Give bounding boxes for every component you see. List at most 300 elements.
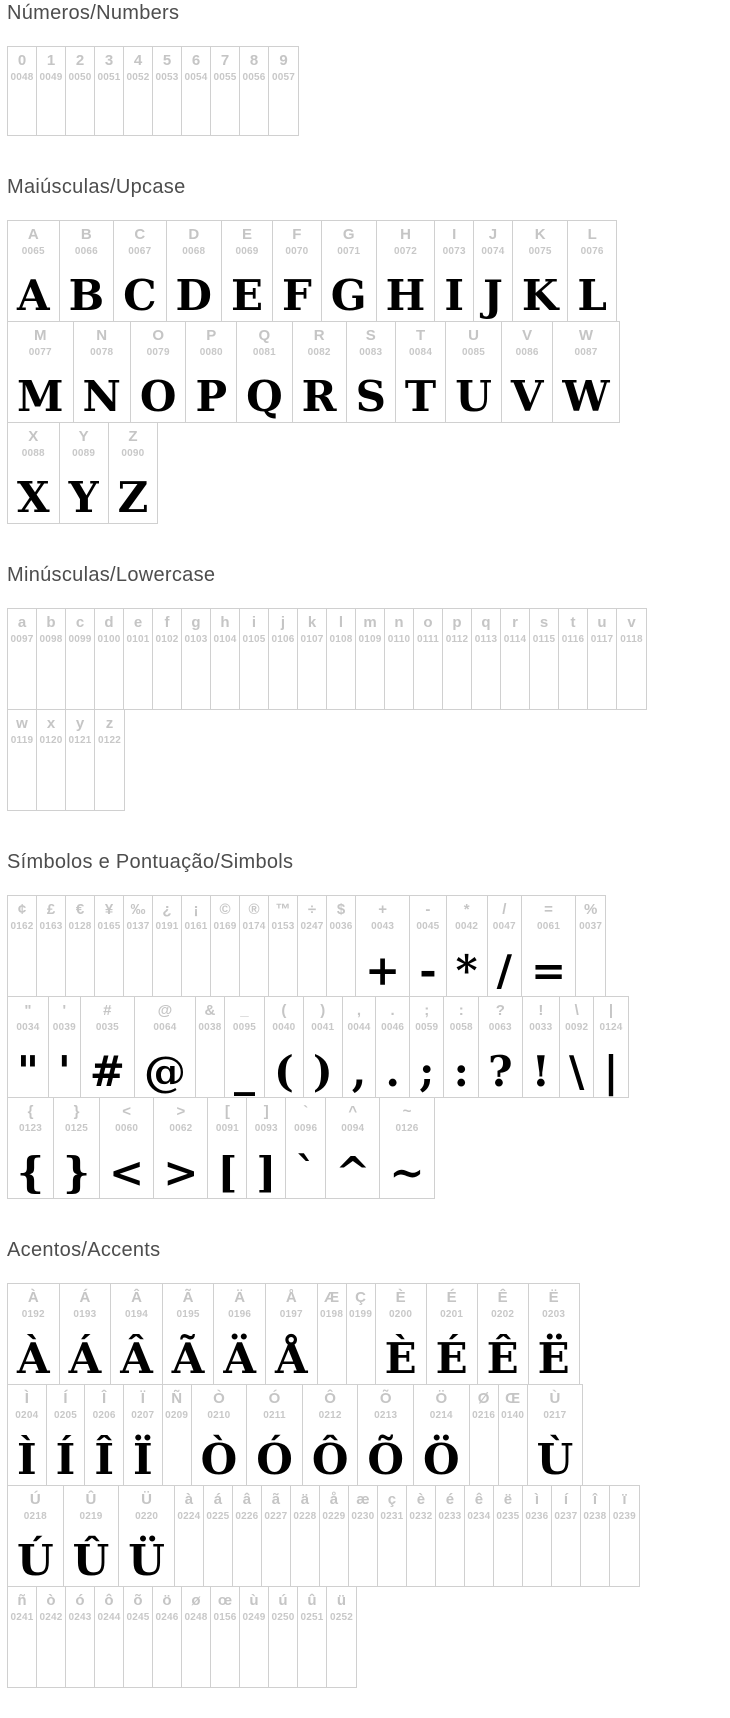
glyph-cell-glyph: _ (233, 1046, 255, 1096)
glyph-cell-char: Ë (548, 1289, 559, 1306)
character-map (7, 2, 730, 1688)
glyph-cell-glyph: Ó (256, 1434, 293, 1484)
glyph-cell (444, 997, 479, 1097)
glyph-cell-char: ; (424, 1002, 430, 1019)
glyph-cell-code: 0165 (97, 920, 121, 932)
glyph-cell-char: e (133, 614, 143, 631)
glyph-cell (552, 1486, 581, 1586)
glyph-cell-code: 0095 (232, 1021, 256, 1033)
glyph-row (7, 46, 299, 136)
glyph-cell-code: 0196 (228, 1308, 252, 1320)
glyph-cell (320, 1486, 349, 1586)
glyph-cell-code: 0212 (318, 1409, 342, 1421)
glyph-cell (225, 997, 265, 1097)
glyph-cell-code: 0083 (359, 346, 383, 358)
glyph-cell (262, 1486, 291, 1586)
glyph-cell-code: 0039 (52, 1021, 76, 1033)
glyph-cell-code: 0162 (10, 920, 34, 932)
glyph-cell-glyph: Á (68, 1333, 102, 1383)
glyph-cell (64, 1486, 120, 1586)
glyph-cell-char: ` (303, 1103, 309, 1120)
glyph-cell-glyph: D (175, 270, 212, 320)
glyph-cell (576, 896, 605, 996)
glyph-cell-glyph: Ã (171, 1333, 205, 1383)
glyph-cell-char: i (251, 614, 257, 631)
glyph-cell-char: ™ (275, 901, 291, 918)
glyph-cell (240, 896, 269, 996)
glyph-cell-char: ã (271, 1491, 281, 1508)
glyph-cell (81, 997, 135, 1097)
glyph-cell-glyph: / (496, 945, 512, 995)
glyph-cell-glyph: - (419, 945, 437, 995)
glyph-cell-char: è (416, 1491, 426, 1508)
glyph-cell-char: æ (356, 1491, 370, 1508)
glyph-cell (378, 1486, 407, 1586)
glyph-cell (470, 1385, 499, 1485)
glyph-cell (410, 997, 445, 1097)
glyph-cell-char: Z (128, 428, 138, 445)
glyph-cell-code: 0105 (242, 633, 266, 645)
glyph-cell (502, 322, 554, 422)
glyph-cell-code: 0118 (620, 633, 643, 645)
glyph-cell-code: 0121 (68, 734, 92, 746)
glyph-cell-code: 0041 (311, 1021, 335, 1033)
glyph-cell (131, 322, 187, 422)
glyph-cell (182, 1587, 211, 1687)
glyph-cell-glyph: , (351, 1046, 367, 1096)
glyph-cell-code: 0192 (21, 1308, 45, 1320)
glyph-cell (240, 47, 269, 135)
section-title: Maiúsculas/Upcase (7, 176, 186, 198)
glyph-cell-char: Ã (182, 1289, 194, 1306)
glyph-cell-char: m (363, 614, 377, 631)
glyph-cell-glyph: È (384, 1333, 417, 1383)
glyph-cell-char: é (445, 1491, 455, 1508)
glyph-cell-code: 0049 (39, 71, 63, 83)
glyph-cell-char: ¥ (104, 901, 114, 918)
glyph-cell-char: [ (224, 1103, 230, 1120)
glyph-cell-code: 0069 (235, 245, 259, 257)
glyph-cell (247, 1098, 286, 1198)
glyph-cell-glyph: ' (57, 1046, 71, 1096)
glyph-cell (74, 322, 131, 422)
glyph-cell-code: 0242 (39, 1611, 63, 1623)
glyph-cell-code: 0124 (599, 1021, 623, 1033)
glyph-cell (153, 609, 182, 709)
glyph-cell-glyph: Å (274, 1333, 308, 1383)
font-section (7, 2, 730, 136)
glyph-cell-code: 0228 (293, 1510, 317, 1522)
glyph-cell-code: 0100 (97, 633, 121, 645)
glyph-cell-char: € (75, 901, 85, 918)
glyph-cell (494, 1486, 523, 1586)
glyph-cell-code: 0079 (146, 346, 170, 358)
glyph-cell-char: c (75, 614, 85, 631)
glyph-cell (479, 997, 523, 1097)
glyph-cell-code: 0088 (21, 447, 45, 459)
glyph-cell (204, 1486, 233, 1586)
glyph-cell (37, 609, 66, 709)
glyph-row (7, 895, 606, 997)
glyph-cell-glyph: ) (312, 1046, 333, 1096)
glyph-cell-char: Ø (477, 1390, 490, 1407)
glyph-cell-char: Ö (435, 1390, 448, 1407)
glyph-cell-char: ö (162, 1592, 172, 1609)
glyph-cell-code: 0037 (579, 920, 603, 932)
glyph-cell-code: 0206 (92, 1409, 116, 1421)
glyph-cell (211, 1587, 240, 1687)
glyph-cell-char: Õ (379, 1390, 392, 1407)
glyph-cell-glyph: } (63, 1147, 91, 1197)
glyph-cell-code: 0214 (429, 1409, 453, 1421)
glyph-cell-glyph: # (89, 1046, 125, 1096)
glyph-cell-char: b (46, 614, 56, 631)
glyph-cell-char: Ä (234, 1289, 246, 1306)
glyph-cell-glyph: + (365, 945, 401, 995)
glyph-cell-glyph: J (483, 270, 503, 320)
glyph-cell (322, 221, 377, 321)
glyph-cell-char: / (502, 901, 507, 918)
glyph-cell-code: 0086 (515, 346, 539, 358)
glyph-cell (186, 322, 237, 422)
glyph-cell-char: 6 (191, 52, 201, 69)
glyph-cell-char: E (241, 226, 252, 243)
glyph-cell-code: 0243 (68, 1611, 92, 1623)
glyph-cell-code: 0068 (182, 245, 206, 257)
glyph-cell-code: 0161 (184, 920, 208, 932)
glyph-cell (240, 609, 269, 709)
glyph-cell-char: I (452, 226, 457, 243)
glyph-cell-char: Ü (141, 1491, 153, 1508)
glyph-cell (182, 609, 211, 709)
glyph-cell-char: K (534, 226, 546, 243)
glyph-cell-code: 0252 (329, 1611, 354, 1623)
glyph-cell (182, 47, 211, 135)
glyph-cell-char: Y (78, 428, 89, 445)
glyph-cell-char: Q (258, 327, 271, 344)
glyph-cell (66, 1587, 95, 1687)
glyph-cell (49, 997, 81, 1097)
glyph-cell-code: 0073 (442, 245, 466, 257)
glyph-cell-char: n (394, 614, 404, 631)
glyph-cell-code: 0053 (155, 71, 179, 83)
glyph-cell-glyph: ( (273, 1046, 294, 1096)
glyph-cell-char: û (307, 1592, 317, 1609)
glyph-cell-char: ¿ (162, 901, 172, 918)
glyph-cell-char: _ (240, 1002, 249, 1019)
glyph-cell-code: 0115 (532, 633, 556, 645)
glyph-cell-glyph: K (521, 270, 559, 320)
glyph-cell-char: Ì (24, 1390, 29, 1407)
glyph-cell-code: 0082 (307, 346, 331, 358)
glyph-cell-char: Ê (497, 1289, 508, 1306)
glyph-cell-glyph: Ö (423, 1434, 460, 1484)
glyph-cell-glyph: B (68, 270, 105, 320)
glyph-cell (478, 1284, 529, 1384)
glyph-cell-code: 0235 (496, 1510, 520, 1522)
glyph-cell-char: œ (217, 1592, 233, 1609)
glyph-cell (8, 47, 37, 135)
glyph-cell-glyph: H (385, 270, 426, 320)
section-title: Símbolos e Pontuação/Simbols (7, 851, 294, 873)
glyph-cell-code: 0249 (242, 1611, 266, 1623)
glyph-cell (8, 1486, 64, 1586)
glyph-cell (8, 896, 37, 996)
glyph-cell (435, 221, 474, 321)
glyph-cell-code: 0163 (39, 920, 63, 932)
glyph-cell-glyph: Í (55, 1434, 76, 1484)
glyph-cell-code: 0116 (561, 633, 585, 645)
glyph-cell-code: 0119 (10, 734, 34, 746)
glyph-cell-char: x (46, 715, 56, 732)
glyph-cell-char: Ô (324, 1390, 336, 1407)
glyph-cell (358, 1385, 414, 1485)
glyph-cell-char: ) (320, 1002, 326, 1019)
glyph-cell-char: C (134, 226, 146, 243)
glyph-cell (553, 322, 618, 422)
glyph-cell-char: Å (285, 1289, 297, 1306)
glyph-cell-code: 0198 (320, 1308, 344, 1320)
glyph-cell-glyph: { (17, 1147, 45, 1197)
glyph-cell (211, 47, 240, 135)
glyph-cell (523, 997, 560, 1097)
glyph-cell-code: 0089 (72, 447, 96, 459)
glyph-cell (37, 1587, 66, 1687)
glyph-cell (447, 896, 488, 996)
glyph-cell (347, 322, 396, 422)
glyph-cell-glyph: T (404, 371, 437, 421)
glyph-cell-code: 0205 (53, 1409, 77, 1421)
glyph-cell (559, 609, 588, 709)
glyph-cell-code: 0232 (409, 1510, 433, 1522)
glyph-cell-char: É (446, 1289, 457, 1306)
glyph-cell-code: 0218 (23, 1510, 47, 1522)
glyph-cell-char: á (213, 1491, 223, 1508)
glyph-cell-char: s (539, 614, 549, 631)
glyph-cell-glyph: M (17, 371, 64, 421)
glyph-cell (135, 997, 196, 1097)
glyph-cell-code: 0042 (455, 920, 479, 932)
glyph-cell-glyph: Ï (132, 1434, 153, 1484)
glyph-cell (523, 1486, 552, 1586)
glyph-cell (327, 1587, 356, 1687)
glyph-cell-code: 0230 (351, 1510, 375, 1522)
glyph-row (7, 220, 617, 322)
glyph-cell-code: 0093 (254, 1122, 278, 1134)
glyph-cell-code: 0211 (263, 1409, 286, 1421)
glyph-cell-char: Ò (213, 1390, 225, 1407)
glyph-cell (427, 1284, 478, 1384)
glyph-cell (291, 1486, 320, 1586)
glyph-cell-glyph: Ê (486, 1333, 519, 1383)
glyph-cell-char: ñ (17, 1592, 27, 1609)
glyph-cell (85, 1385, 124, 1485)
glyph-cell-char: ó (75, 1592, 85, 1609)
glyph-cell (66, 609, 95, 709)
glyph-cell (266, 1284, 318, 1384)
glyph-cell (513, 221, 569, 321)
glyph-cell-code: 0229 (322, 1510, 346, 1522)
glyph-cell (175, 1486, 204, 1586)
glyph-cell (610, 1486, 639, 1586)
glyph-cell-char: â (242, 1491, 252, 1508)
glyph-cell-code: 0195 (176, 1308, 200, 1320)
glyph-cell (196, 997, 225, 1097)
glyph-cell (8, 609, 37, 709)
glyph-cell (446, 322, 502, 422)
glyph-cell-char: ü (336, 1592, 347, 1609)
glyph-cell (60, 423, 109, 523)
glyph-cell-code: 0062 (169, 1122, 193, 1134)
glyph-cell-char: J (488, 226, 498, 243)
glyph-cell-char: < (122, 1103, 132, 1120)
glyph-cell-glyph: A (17, 270, 50, 320)
glyph-cell-glyph: * (455, 945, 478, 995)
glyph-cell-glyph: Z (117, 472, 149, 522)
glyph-cell (153, 1587, 182, 1687)
glyph-cell-char: j (280, 614, 286, 631)
glyph-cell-char: 9 (279, 52, 288, 69)
glyph-cell-char: Û (85, 1491, 97, 1508)
glyph-cell (163, 1284, 215, 1384)
glyph-cell-char: ù (249, 1592, 259, 1609)
glyph-cell-char: Î (102, 1390, 107, 1407)
glyph-cell-code: 0057 (271, 71, 296, 83)
glyph-cell (588, 609, 617, 709)
glyph-cell-char: X (28, 428, 39, 445)
glyph-cell-glyph: É (435, 1333, 468, 1383)
glyph-cell (124, 896, 153, 996)
glyph-cell-char: Í (63, 1390, 68, 1407)
glyph-cell-code: 0204 (15, 1409, 39, 1421)
glyph-cell-code: 0046 (381, 1021, 405, 1033)
glyph-row (7, 1384, 583, 1486)
glyph-cell (214, 1284, 266, 1384)
glyph-cell (95, 710, 124, 810)
section-title: Números/Numbers (7, 2, 180, 24)
glyph-cell (109, 423, 158, 523)
glyph-cell-char: ø (191, 1592, 201, 1609)
glyph-cell-code: 0137 (126, 920, 150, 932)
glyph-cell-char: 2 (75, 52, 85, 69)
glyph-cell-glyph: Ù (536, 1434, 574, 1484)
glyph-cell-char: h (220, 614, 230, 631)
glyph-cell-code: 0102 (155, 633, 179, 645)
glyph-cell-glyph: ` (295, 1147, 317, 1197)
glyph-cell-code: 0092 (565, 1021, 589, 1033)
glyph-cell (47, 1385, 86, 1485)
glyph-cell-char: M (34, 327, 47, 344)
glyph-cell-code: 0199 (349, 1308, 373, 1320)
glyph-cell-char: ô (104, 1592, 114, 1609)
glyph-cell-code: 0045 (416, 920, 440, 932)
glyph-cell (37, 710, 66, 810)
glyph-cell-code: 0066 (74, 245, 98, 257)
glyph-cell-code: 0213 (374, 1409, 398, 1421)
glyph-cell (501, 609, 530, 709)
glyph-cell (560, 997, 594, 1097)
glyph-cell-code: 0237 (554, 1510, 578, 1522)
glyph-cell-code: 0047 (492, 920, 516, 932)
glyph-cell-code: 0108 (329, 633, 353, 645)
glyph-cell-code: 0101 (126, 633, 150, 645)
glyph-cell (37, 896, 66, 996)
glyph-cell-char: P (206, 327, 217, 344)
glyph-cell-char: à (184, 1491, 194, 1508)
glyph-cell (269, 1587, 298, 1687)
glyph-cell (396, 322, 446, 422)
glyph-cell-glyph: ] (256, 1147, 277, 1197)
glyph-cell (581, 1486, 610, 1586)
glyph-cell (37, 47, 66, 135)
glyph-cell (240, 1587, 269, 1687)
glyph-cell-code: 0104 (213, 633, 237, 645)
glyph-cell-code: 0040 (272, 1021, 296, 1033)
glyph-cell-code: 0111 (417, 633, 439, 645)
glyph-cell (8, 221, 60, 321)
glyph-cell-char: Â (131, 1289, 142, 1306)
glyph-cell-glyph: < (109, 1147, 145, 1197)
glyph-cell (8, 1098, 54, 1198)
glyph-cell-code: 0233 (438, 1510, 462, 1522)
glyph-cell-glyph: > (163, 1147, 199, 1197)
glyph-cell-glyph: ? (487, 1046, 513, 1096)
glyph-cell-char: ç (387, 1491, 397, 1508)
glyph-cell-char: ? (495, 1002, 505, 1019)
glyph-cell-char: u (597, 614, 607, 631)
glyph-cell (303, 1385, 359, 1485)
glyph-cell (8, 1385, 47, 1485)
glyph-cell-code: 0098 (39, 633, 63, 645)
glyph-cell-char: ê (474, 1491, 484, 1508)
glyph-cell-char: , (356, 1002, 362, 1019)
glyph-cell (304, 997, 343, 1097)
glyph-cell-code: 0060 (115, 1122, 139, 1134)
glyph-cell-code: 0247 (300, 920, 324, 932)
glyph-cell-code: 0120 (39, 734, 63, 746)
glyph-cell-code: 0197 (279, 1308, 303, 1320)
glyph-cell-glyph: F (281, 270, 312, 320)
glyph-cell (293, 322, 347, 422)
glyph-cell-char: # (103, 1002, 112, 1019)
glyph-cell-code: 0238 (583, 1510, 607, 1522)
glyph-cell (443, 609, 472, 709)
glyph-cell-code: 0234 (467, 1510, 491, 1522)
glyph-cell (265, 997, 304, 1097)
glyph-cell-char: w (16, 715, 28, 732)
glyph-row (7, 1586, 357, 1688)
glyph-cell-code: 0058 (449, 1021, 473, 1033)
glyph-cell (211, 896, 240, 996)
glyph-cell-code: 0033 (529, 1021, 553, 1033)
glyph-row (7, 422, 158, 524)
glyph-cell (100, 1098, 154, 1198)
glyph-cell-char: f (164, 614, 170, 631)
glyph-cell-glyph: Õ (367, 1434, 404, 1484)
glyph-cell-char: Ï (140, 1390, 145, 1407)
glyph-cell-code: 0094 (341, 1122, 365, 1134)
glyph-cell-char: . (390, 1002, 395, 1019)
glyph-cell (8, 710, 37, 810)
glyph-cell-code: 0076 (580, 245, 604, 257)
glyph-cell-char: > (176, 1103, 186, 1120)
glyph-cell-code: 0248 (184, 1611, 208, 1623)
glyph-cell-char: ¡ (193, 901, 199, 918)
glyph-cell-glyph: Ò (200, 1434, 238, 1484)
glyph-cell-code: 0103 (184, 633, 208, 645)
glyph-row (7, 1485, 640, 1587)
glyph-cell (568, 221, 616, 321)
